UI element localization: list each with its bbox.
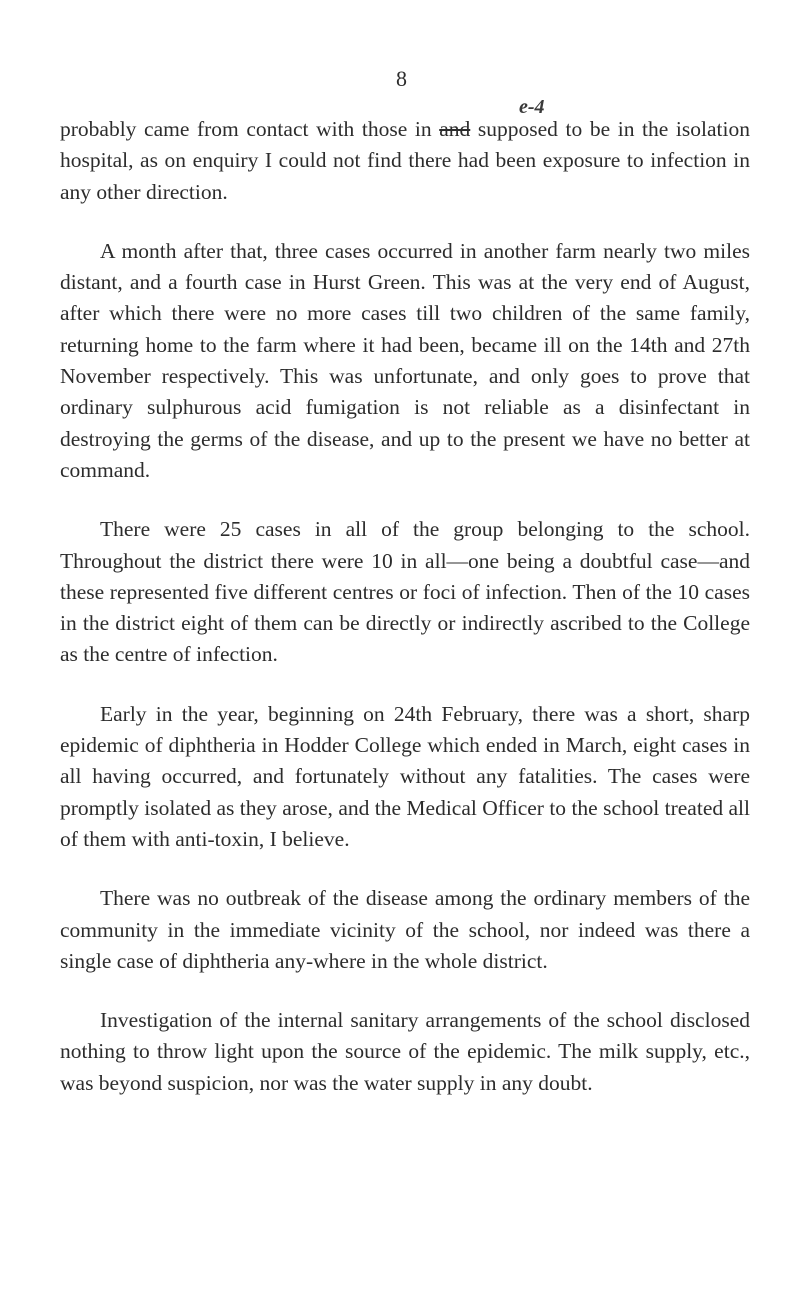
body-text	[60, 114, 750, 1127]
paragraph-1-part-2: supposed to be in the isolation hospital, as on enquiry I could not find there had been exposure to infection in any other direction.	[60, 117, 750, 204]
paragraph-1-part-1: probably came from contact with those in	[60, 117, 440, 141]
paragraph-3: There were 25 cases in all of the group belonging to the school. Throughout the district there were 10 in all—one being a doubtful case—and these represented five different centres or foci of infection. Then of the 10 cases in the district eight of them can be directly or indirectly ascribed to the College as the centre of infection.	[60, 517, 750, 667]
page-number: 8	[396, 66, 408, 91]
paragraph-4: Early in the year, beginning on 24th February, there was a short, sharp epidemic of diphtheria in Hodder College which ended in March, eight cases in all having occurred, and fortunately without any fatalities. The cases were promptly isolated as they arose, and the Medical Officer to the school treated all of them with anti-toxin, I believe.	[60, 701, 750, 851]
paragraph-2: A month after that, three cases occurred in another farm nearly two miles distant, and a fourth case in Hurst Green. This was at the very end of August, after which there were no more cases till two children of the same family, returning home to the farm where it had been, became ill on the 14th and 27th November respectively. This was unfortunate, and only goes to prove that ordinary sulphurous acid fumigation is not reliable as a disinfectant in destroying the germs of the disease, and up to the present we have no better at command.	[60, 238, 750, 482]
paragraph-1	[60, 114, 750, 208]
struck-word: and	[439, 117, 471, 141]
paragraph-5: There was no outbreak of the disease among the ordinary members of the community in the immediate vicinity of the school, nor indeed was there a single case of diphtheria any-where in the whole district.	[60, 886, 750, 973]
paragraph-6: Investigation of the internal sanitary arrangements of the school disclosed nothing to throw light upon the source of the epidemic. The milk supply, etc., was beyond suspicion, nor was the water supply in any doubt.	[60, 1008, 750, 1095]
handwritten-annotation: e-4	[519, 96, 545, 118]
